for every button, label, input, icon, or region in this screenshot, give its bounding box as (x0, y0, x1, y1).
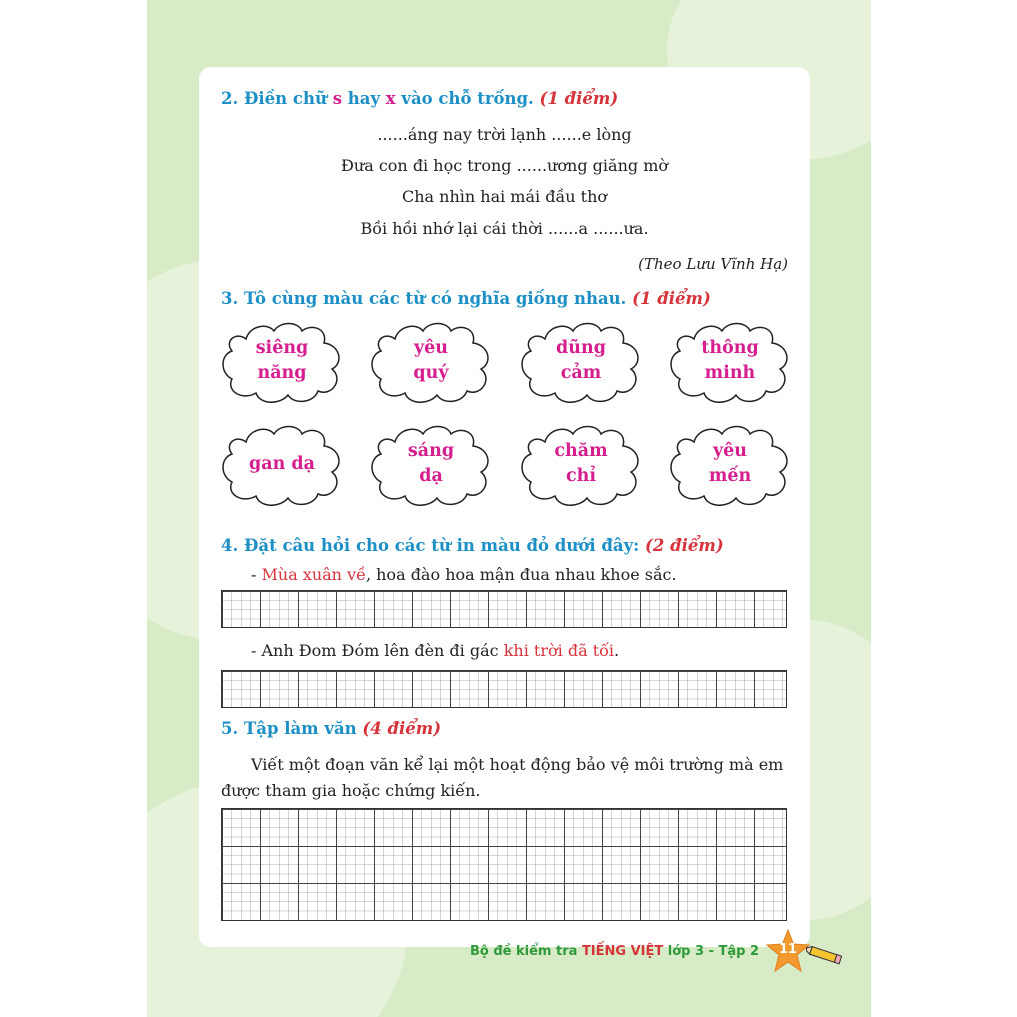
worksheet-card (199, 67, 810, 947)
cloud-word[interactable]: thông minh (668, 319, 792, 403)
cloud-word[interactable]: sáng dạ (369, 422, 493, 506)
q3-heading: 3. Tô cùng màu các từ có nghĩa giống nhau. (1 điểm) (221, 289, 711, 308)
answer-grid-2[interactable] (221, 670, 787, 708)
q4-sentence-1: - Mùa xuân về, hoa đào hoa mận đua nhau khoe sắc. (251, 565, 677, 584)
cloud-word[interactable]: siêng năng (220, 319, 344, 403)
q4-heading: 4. Đặt câu hỏi cho các từ in màu đỏ dưới đây: (2 điểm) (221, 536, 724, 555)
cloud-word[interactable]: chăm chỉ (519, 422, 643, 506)
poem-line-3: Cha nhìn hai mái đầu thơ (401, 187, 608, 206)
cloud-word[interactable]: gan dạ (220, 422, 344, 506)
q5-prompt-line-1: Viết một đoạn văn kể lại một hoạt động bảo vệ môi trường mà em (251, 755, 784, 774)
q5-heading: 5. Tập làm văn (4 điểm) (221, 719, 442, 738)
q4-sentence-2: - Anh Đom Đóm lên đèn đi gác khi trời đã tối. (251, 641, 620, 660)
cloud-word[interactable]: dũng cảm (519, 319, 643, 403)
answer-grid-1[interactable] (221, 590, 787, 628)
poem-line-2: Đưa con đi học trong ......ương giăng mờ (340, 156, 669, 175)
page-number-star-icon (765, 928, 811, 974)
poem-source: (Theo Lưu Vĩnh Hạ) (638, 255, 788, 273)
page-number: 11 (778, 942, 798, 957)
q5-prompt-line-2: được tham gia hoặc chứng kiến. (221, 781, 481, 800)
q2-heading: 2. Điền chữ s hay x vào chỗ trống. (1 điểm) (221, 89, 619, 108)
essay-grid[interactable] (221, 808, 787, 921)
pencil-icon (806, 944, 850, 968)
cloud-word[interactable]: yêu quý (369, 319, 493, 403)
poem-line-1: ......áng nay trời lạnh ......e lòng (377, 125, 632, 144)
poem-line-4: Bồi hồi nhớ lại cái thời ......a ......ưa. (360, 219, 649, 238)
cloud-word[interactable]: yêu mến (668, 422, 792, 506)
footer-title: Bộ đề kiểm tra TIẾNG VIỆT lớp 3 - Tập 2 (470, 944, 760, 959)
